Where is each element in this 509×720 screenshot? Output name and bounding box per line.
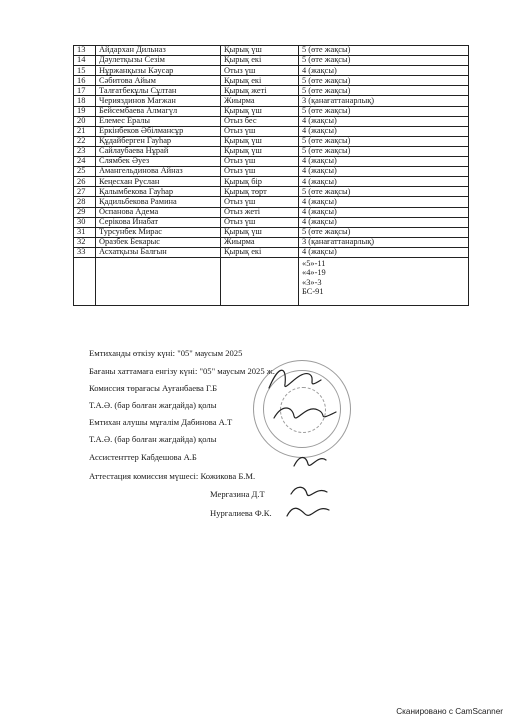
student-name: Асхатқызы Балғын bbox=[96, 247, 221, 257]
ticket-number: Қырық үш bbox=[221, 106, 299, 116]
student-name: Сәбитова Айым bbox=[96, 76, 221, 86]
ticket-number: Қырық бір bbox=[221, 177, 299, 187]
commission-chair: Комиссия төрағасы Ауғанбаева Г.Б bbox=[89, 383, 218, 393]
ticket-number: Қырық екі bbox=[221, 247, 299, 257]
table-row bbox=[74, 106, 469, 116]
summary-row bbox=[74, 257, 469, 305]
ticket-number: Отыз үш bbox=[221, 217, 299, 227]
student-name: Черияздинов Мағжан bbox=[96, 96, 221, 106]
grade: 5 (өте жақсы) bbox=[299, 46, 469, 56]
ticket-number: Отыз үш bbox=[221, 66, 299, 76]
table-row bbox=[74, 227, 469, 237]
student-name: Амангельдинова Айназ bbox=[96, 167, 221, 177]
commission-member-2: Мергазина Д.Т bbox=[210, 489, 265, 499]
row-number: 33 bbox=[74, 247, 96, 257]
row-number: 25 bbox=[74, 167, 96, 177]
grade: 5 (өте жақсы) bbox=[299, 76, 469, 86]
grades-table-body bbox=[74, 46, 469, 306]
ticket-number: Қырық үш bbox=[221, 136, 299, 146]
row-number: 20 bbox=[74, 116, 96, 126]
commission-member-1: Аттестация комиссия мүшесі: Кожикова Б.М. bbox=[89, 471, 256, 481]
row-number: 29 bbox=[74, 207, 96, 217]
entry-date: Бағаны хаттамаға енгізу күні: "05" маусым 2025 ж. bbox=[89, 366, 275, 376]
examiner-signature-caption: Т.А.Ә. (бар болған жағдайда) қолы bbox=[89, 434, 217, 444]
student-name: Талғатбекұлы Сұлтан bbox=[96, 86, 221, 96]
ticket-number: Отыз үш bbox=[221, 167, 299, 177]
summary-line: БС-91 bbox=[302, 286, 324, 296]
grade: 4 (жақсы) bbox=[299, 217, 469, 227]
grades-table bbox=[73, 45, 469, 306]
grade: 5 (өте жақсы) bbox=[299, 136, 469, 146]
grade: 5 (өте жақсы) bbox=[299, 86, 469, 96]
row-number: 28 bbox=[74, 197, 96, 207]
student-name: Еркінбеков Әбілмансұр bbox=[96, 126, 221, 136]
row-number: 13 bbox=[74, 46, 96, 56]
assistants: Ассистенттер Кабдешова А.Б bbox=[89, 452, 197, 462]
row-number: 18 bbox=[74, 96, 96, 106]
row-number: 31 bbox=[74, 227, 96, 237]
grade: 5 (өте жақсы) bbox=[299, 227, 469, 237]
member-2-signature bbox=[287, 480, 331, 502]
grade: 4 (жақсы) bbox=[299, 116, 469, 126]
table-row bbox=[74, 116, 469, 126]
row-number: 15 bbox=[74, 66, 96, 76]
table-row bbox=[74, 126, 469, 136]
grade: 5 (өте жақсы) bbox=[299, 146, 469, 156]
student-name: Оспанова Адема bbox=[96, 207, 221, 217]
empty-cell bbox=[96, 257, 221, 305]
table-row bbox=[74, 247, 469, 257]
row-number: 32 bbox=[74, 237, 96, 247]
table-row bbox=[74, 187, 469, 197]
grade: 5 (өте жақсы) bbox=[299, 187, 469, 197]
student-name: Елемес Ералы bbox=[96, 116, 221, 126]
table-row bbox=[74, 96, 469, 106]
table-row bbox=[74, 86, 469, 96]
table-row bbox=[74, 217, 469, 227]
chair-signature-caption: Т.А.Ә. (бар болған жағдайда) қолы bbox=[89, 400, 217, 410]
ticket-number: Отыз үш bbox=[221, 157, 299, 167]
student-name: Құдайберген Гауһар bbox=[96, 136, 221, 146]
summary-line: «4»-19 bbox=[302, 268, 326, 278]
grade: 4 (жақсы) bbox=[299, 197, 469, 207]
grade: 4 (жақсы) bbox=[299, 207, 469, 217]
table-row bbox=[74, 197, 469, 207]
row-number: 16 bbox=[74, 76, 96, 86]
ticket-number: Қырық үш bbox=[221, 146, 299, 156]
member-3-signature bbox=[283, 500, 333, 522]
table-row bbox=[74, 66, 469, 76]
row-number: 17 bbox=[74, 86, 96, 96]
exam-date: Емтиханды өткізу күні: "05" маусым 2025 bbox=[89, 348, 243, 358]
row-number: 22 bbox=[74, 136, 96, 146]
grade: 4 (жақсы) bbox=[299, 66, 469, 76]
table-row bbox=[74, 207, 469, 217]
summary-line: «3»-3 bbox=[302, 277, 322, 287]
table-row bbox=[74, 177, 469, 187]
examiner-signature bbox=[270, 398, 340, 428]
table-row bbox=[74, 167, 469, 177]
ticket-number: Жиырма bbox=[221, 96, 299, 106]
grade: 3 (қанағаттанарлық) bbox=[299, 96, 469, 106]
table-row bbox=[74, 157, 469, 167]
ticket-number: Қырық төрт bbox=[221, 187, 299, 197]
ticket-number: Қырық екі bbox=[221, 76, 299, 86]
grade: 4 (жақсы) bbox=[299, 157, 469, 167]
student-name: Кеңесхан Руслан bbox=[96, 177, 221, 187]
member-1-signature bbox=[290, 450, 330, 472]
student-name: Серікова Инабат bbox=[96, 217, 221, 227]
row-number: 21 bbox=[74, 126, 96, 136]
table-row bbox=[74, 237, 469, 247]
grade: 4 (жақсы) bbox=[299, 177, 469, 187]
ticket-number: Отыз үш bbox=[221, 126, 299, 136]
student-name: Бейсембаева Алмагүл bbox=[96, 106, 221, 116]
grade: 5 (өте жақсы) bbox=[299, 106, 469, 116]
examiner-teacher: Емтихан алушы мұғалім Дабинова А.Т bbox=[89, 417, 233, 427]
row-number: 26 bbox=[74, 177, 96, 187]
grade: 4 (жақсы) bbox=[299, 167, 469, 177]
grade: 3 (қанағаттанарлық) bbox=[299, 237, 469, 247]
empty-cell bbox=[74, 257, 96, 305]
row-number: 23 bbox=[74, 146, 96, 156]
grade: 5 (өте жақсы) bbox=[299, 56, 469, 66]
commission-member-3: Нургалиева Ф.К. bbox=[210, 508, 272, 518]
student-name: Сайлаубаева Нұрай bbox=[96, 146, 221, 156]
student-name: Қалымбекова Гауһар bbox=[96, 187, 221, 197]
chair-signature bbox=[265, 360, 325, 396]
row-number: 14 bbox=[74, 56, 96, 66]
grade-summary bbox=[299, 257, 469, 305]
ticket-number: Отыз бес bbox=[221, 116, 299, 126]
ticket-number: Қырық жеті bbox=[221, 86, 299, 96]
ticket-number: Отыз үш bbox=[221, 197, 299, 207]
student-name: Айдархан Дильназ bbox=[96, 46, 221, 56]
student-name: Турсунбек Мирас bbox=[96, 227, 221, 237]
student-name: Нұржанқызы Кәусар bbox=[96, 66, 221, 76]
row-number: 27 bbox=[74, 187, 96, 197]
table-row bbox=[74, 56, 469, 66]
ticket-number: Жиырма bbox=[221, 237, 299, 247]
row-number: 30 bbox=[74, 217, 96, 227]
summary-line: «5»-11 bbox=[302, 258, 326, 268]
row-number: 24 bbox=[74, 157, 96, 167]
scanner-watermark: Сканировано с CamScanner bbox=[396, 707, 503, 716]
table-row bbox=[74, 146, 469, 156]
ticket-number: Отыз жеті bbox=[221, 207, 299, 217]
ticket-number: Қырық екі bbox=[221, 56, 299, 66]
empty-cell bbox=[221, 257, 299, 305]
student-name: Оразбек Бекарыс bbox=[96, 237, 221, 247]
table-row bbox=[74, 46, 469, 56]
ticket-number: Қырық үш bbox=[221, 227, 299, 237]
grade: 4 (жақсы) bbox=[299, 247, 469, 257]
table-row bbox=[74, 76, 469, 86]
student-name: Дәулетқызы Сезім bbox=[96, 56, 221, 66]
grade: 4 (жақсы) bbox=[299, 126, 469, 136]
table-row bbox=[74, 136, 469, 146]
student-name: Қадильбекова Рамина bbox=[96, 197, 221, 207]
student-name: Слямбек Әуез bbox=[96, 157, 221, 167]
ticket-number: Қырық үш bbox=[221, 46, 299, 56]
row-number: 19 bbox=[74, 106, 96, 116]
